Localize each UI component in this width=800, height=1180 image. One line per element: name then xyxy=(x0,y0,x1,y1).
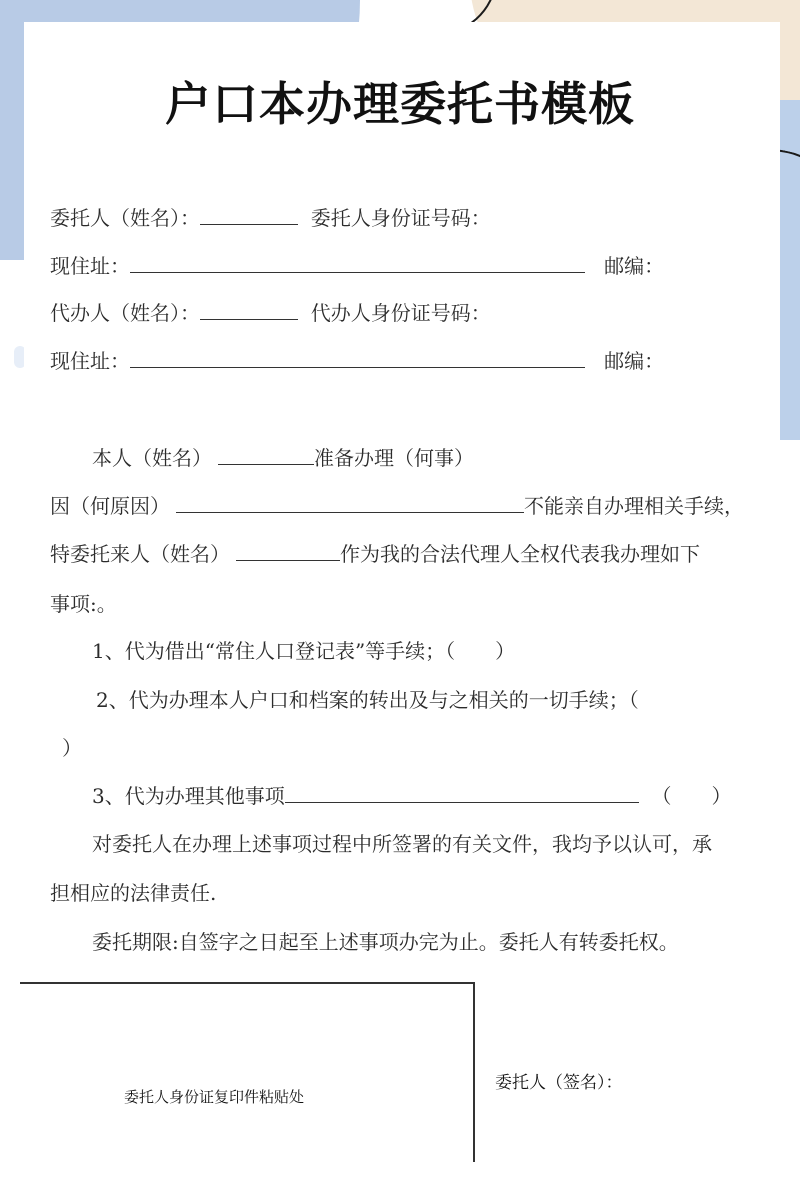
item-2-continued xyxy=(62,732,82,761)
id-copy-box-top xyxy=(20,982,475,984)
address-label: 现住址： xyxy=(50,349,130,373)
agent-row xyxy=(50,297,491,326)
text: 事项:。 xyxy=(50,592,117,616)
item-1 xyxy=(92,635,515,664)
text: 2、代为办理本人户口和档案的转出及与之相关的一切手续；（ xyxy=(96,688,639,712)
address-blank[interactable] xyxy=(130,254,585,273)
text: 1、代为借出“常住人口登记表”等手续；（ ） xyxy=(92,639,516,663)
body-line xyxy=(50,588,117,617)
term-line xyxy=(92,926,679,955)
text: 3、代为办理其他事项 xyxy=(92,784,285,808)
reason-blank[interactable] xyxy=(176,494,524,513)
item-3 xyxy=(92,780,731,809)
text: 委托期限:自签字之日起至上述事项办完为止。委托人有转委托权。 xyxy=(92,930,679,954)
text: 不能亲自办理相关手续， xyxy=(524,494,744,518)
text: ） xyxy=(62,736,82,760)
text: 对委托人在办理上述事项过程中所签署的有关文件，我均予以认可，承 xyxy=(92,832,712,856)
text: （ ） xyxy=(651,784,732,808)
principal-row xyxy=(50,202,491,231)
text: 本人（姓名） xyxy=(92,446,212,470)
text: 担相应的法律责任. xyxy=(50,881,217,905)
postcode-label: 邮编： xyxy=(604,349,665,373)
address-row-1 xyxy=(50,250,664,279)
agent-name-label: 代办人（姓名）： xyxy=(50,301,200,325)
id-copy-box-right xyxy=(473,982,475,1162)
address-label: 现住址： xyxy=(50,254,130,278)
body-line xyxy=(50,490,744,519)
body-line xyxy=(50,538,700,567)
agent-name-blank[interactable] xyxy=(200,301,298,320)
address-blank[interactable] xyxy=(130,349,585,368)
text: 作为我的合法代理人全权代表我办理如下 xyxy=(340,542,700,566)
responsibility-line-1 xyxy=(92,828,712,857)
text: 特委托来人（姓名） xyxy=(50,542,230,566)
agent-id-label: 代办人身份证号码： xyxy=(310,301,491,325)
principal-id-label: 委托人身份证号码： xyxy=(310,206,491,230)
document-page xyxy=(24,22,780,1172)
principal-name-label: 委托人（姓名）： xyxy=(50,206,200,230)
body-line xyxy=(92,442,474,471)
signature-label[interactable]: 委托人（签名）： xyxy=(495,1073,623,1093)
document-title: 户口本办理委托书模板 xyxy=(165,77,635,131)
postcode-label: 邮编： xyxy=(604,254,665,278)
address-row-2 xyxy=(50,345,664,374)
text: 准备办理（何事） xyxy=(314,446,474,470)
other-matters-blank[interactable] xyxy=(285,784,639,803)
text: 因（何原因） xyxy=(50,494,170,518)
principal-name-blank[interactable] xyxy=(200,206,298,225)
responsibility-line-2 xyxy=(50,877,216,906)
agent-blank[interactable] xyxy=(236,542,340,561)
name-blank[interactable] xyxy=(218,446,314,465)
item-2 xyxy=(96,684,639,713)
id-copy-label: 委托人身份证复印件粘贴处 xyxy=(124,1088,305,1106)
